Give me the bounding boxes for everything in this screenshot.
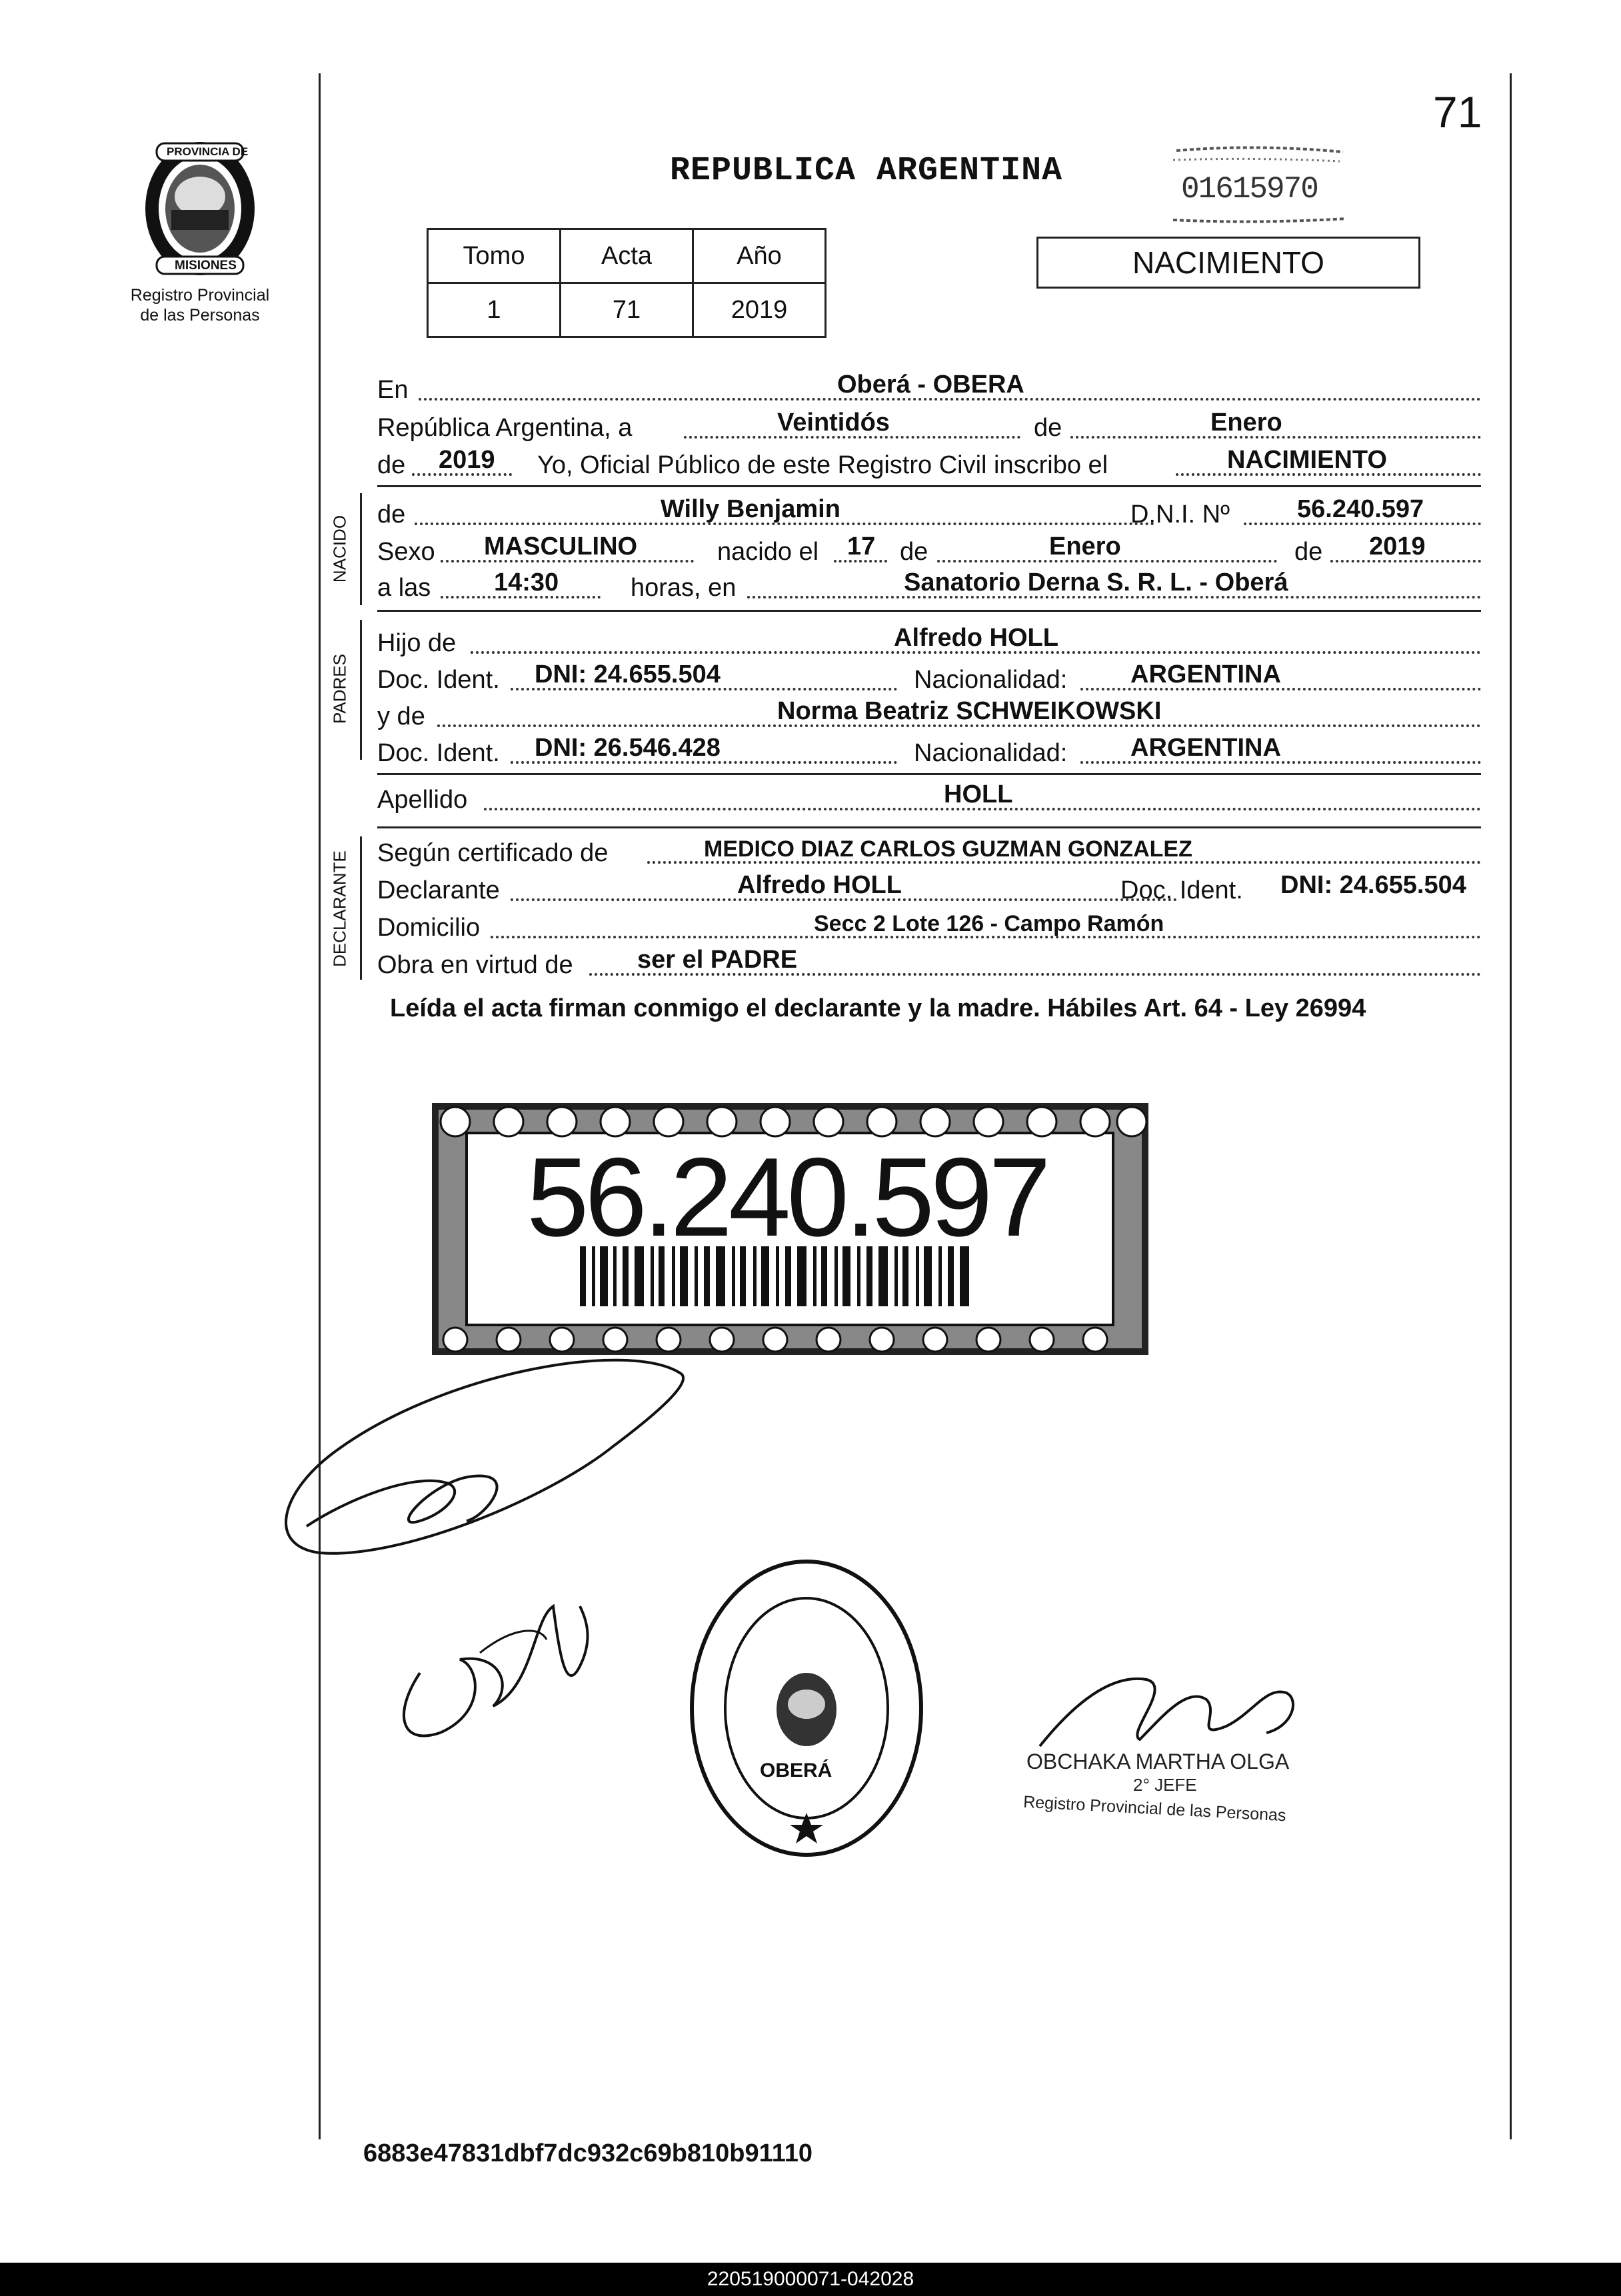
decl-doc-value: DNI: 24.655.504 xyxy=(1280,871,1466,899)
signatory-role: 2° JEFE xyxy=(1133,1775,1197,1795)
row-nacido-nombre xyxy=(377,495,1481,532)
cert-label: Según certificado de xyxy=(377,839,609,867)
right-margin-line xyxy=(1510,73,1512,2139)
acta-header: Acta xyxy=(561,229,693,283)
decl-label: Declarante xyxy=(377,876,500,904)
decl-value: Alfredo HOLL xyxy=(737,871,902,899)
y-de-label: y de xyxy=(377,702,425,730)
nacido-de-label: de xyxy=(377,501,406,529)
year-label: de xyxy=(377,451,406,479)
sexo-label: Sexo xyxy=(377,538,435,566)
birth-day-value: 17 xyxy=(847,533,876,561)
document-hash: 6883e47831dbf7dc932c69b810b91110 xyxy=(363,2139,812,2167)
ano-value: 2019 xyxy=(693,283,826,337)
declarante-section-label: DECLARANTE xyxy=(329,850,350,967)
father-nac-value: ARGENTINA xyxy=(1130,660,1281,688)
logo-caption-line-1: Registro Provincial xyxy=(130,286,270,305)
row-domicilio xyxy=(377,908,1481,945)
divider-intro xyxy=(377,485,1481,487)
padres-section-label: PADRES xyxy=(329,654,350,724)
father-doc-value: DNI: 24.655.504 xyxy=(535,660,721,688)
acta-value: 71 xyxy=(561,283,693,337)
row-padre-doc xyxy=(377,660,1481,697)
a-las-label: a las xyxy=(377,574,431,602)
apellido-label: Apellido xyxy=(377,786,468,814)
leida-statement: Leída el acta firman conmigo el declarante y la madre. Hábiles Art. 64 - Ley 26994 xyxy=(390,994,1366,1022)
row-padre xyxy=(377,623,1481,660)
nacido-bar xyxy=(360,493,362,605)
divider-nacido xyxy=(377,610,1481,612)
row-fecha xyxy=(377,408,1481,445)
republica-label: República Argentina, a xyxy=(377,414,633,442)
signatory-office: Registro Provincial de las Personas xyxy=(1022,1792,1287,1825)
nacimiento-box: NACIMIENTO xyxy=(1036,237,1420,289)
row-inscribo xyxy=(377,445,1481,483)
mother-value: Norma Beatriz SCHWEIKOWSKI xyxy=(777,697,1162,725)
row-hora xyxy=(377,568,1481,605)
divider-apellido xyxy=(377,826,1481,828)
logo-caption-line-2: de las Personas xyxy=(140,306,260,325)
birth-month-value: Enero xyxy=(1049,533,1121,561)
de-label: de xyxy=(1034,414,1062,442)
tomo-value: 1 xyxy=(428,283,561,337)
document-title: REPUBLICA ARGENTINA xyxy=(670,152,1063,190)
en-label: En xyxy=(377,376,409,404)
logo-bottom-text: MISIONES xyxy=(175,259,237,273)
hijo-de-label: Hijo de xyxy=(377,629,457,657)
row-sexo xyxy=(377,532,1481,569)
place-value: Sanatorio Derna S. R. L. - Oberá xyxy=(904,569,1288,596)
day-value: Veintidós xyxy=(777,409,890,437)
act-value: NACIMIENTO xyxy=(1227,446,1387,474)
nacido-de-label-3: de xyxy=(1294,538,1323,566)
nacido-name-value: Willy Benjamin xyxy=(661,495,840,523)
dom-label: Domicilio xyxy=(377,914,481,942)
logo-top-text: PROVINCIA DE xyxy=(167,145,249,158)
signatory-name: OBCHAKA MARTHA OLGA xyxy=(1026,1749,1290,1773)
row-apellido xyxy=(377,780,1481,817)
father-value: Alfredo HOLL xyxy=(894,624,1058,652)
mother-nac-label: Nacionalidad: xyxy=(914,739,1068,767)
official-signature xyxy=(1026,1660,1320,1759)
row-obra xyxy=(377,945,1481,982)
row-declarante xyxy=(377,870,1481,908)
father-nac-label: Nacionalidad: xyxy=(914,666,1068,694)
ano-header: Año xyxy=(693,229,826,283)
birth-year-value: 2019 xyxy=(1369,533,1426,561)
footer-code-bar: 220519000071-042028 xyxy=(0,2263,1621,2296)
decl-doc-label: Doc. Ident. xyxy=(1120,876,1243,904)
nacido-de-label-2: de xyxy=(900,538,928,566)
sticker-dni-number: 56.240.597 xyxy=(527,1134,1047,1260)
seal-city: OBERÁ xyxy=(760,1759,832,1781)
logo-caption xyxy=(100,285,300,325)
en-value: Oberá - OBERA xyxy=(837,371,1024,399)
padres-bar xyxy=(360,620,362,760)
horas-label: horas, en xyxy=(631,574,737,602)
yo-label: Yo, Oficial Público de este Registro Civil inscribo el xyxy=(537,451,1108,479)
dni-value: 56.240.597 xyxy=(1297,495,1424,523)
tomo-header: Tomo xyxy=(428,229,561,283)
father-doc-label: Doc. Ident. xyxy=(377,666,500,694)
apellido-value: HOLL xyxy=(944,780,1013,808)
nacido-section-label: NACIDO xyxy=(329,515,350,583)
mother-signature xyxy=(380,1580,607,1753)
page-number: 71 xyxy=(1433,87,1482,137)
year-value: 2019 xyxy=(439,446,495,474)
row-madre xyxy=(377,696,1481,734)
obra-value: ser el PADRE xyxy=(637,946,798,974)
row-madre-doc xyxy=(377,733,1481,770)
tomo-acta-ano-table xyxy=(427,228,826,338)
serial-number: 01615970 xyxy=(1181,172,1318,207)
dom-value: Secc 2 Lote 126 - Campo Ramón xyxy=(814,911,1164,936)
month-value: Enero xyxy=(1210,409,1282,437)
row-en xyxy=(377,370,1481,407)
row-certificado xyxy=(377,833,1481,870)
mother-nac-value: ARGENTINA xyxy=(1130,734,1281,762)
mother-doc-value: DNI: 26.546.428 xyxy=(535,734,721,762)
declarant-signature xyxy=(267,1346,700,1566)
obra-label: Obra en virtud de xyxy=(377,951,573,979)
time-value: 14:30 xyxy=(494,569,559,596)
dni-label: D.N.I. Nº xyxy=(1130,501,1230,529)
nacido-el-label: nacido el xyxy=(717,538,819,566)
mother-doc-label: Doc. Ident. xyxy=(377,739,500,767)
sexo-value: MASCULINO xyxy=(484,533,638,561)
declarante-bar xyxy=(360,836,362,980)
divider-padres xyxy=(377,773,1481,775)
cert-value: MEDICO DIAZ CARLOS GUZMAN GONZALEZ xyxy=(704,836,1192,862)
left-margin-line xyxy=(319,73,321,2139)
